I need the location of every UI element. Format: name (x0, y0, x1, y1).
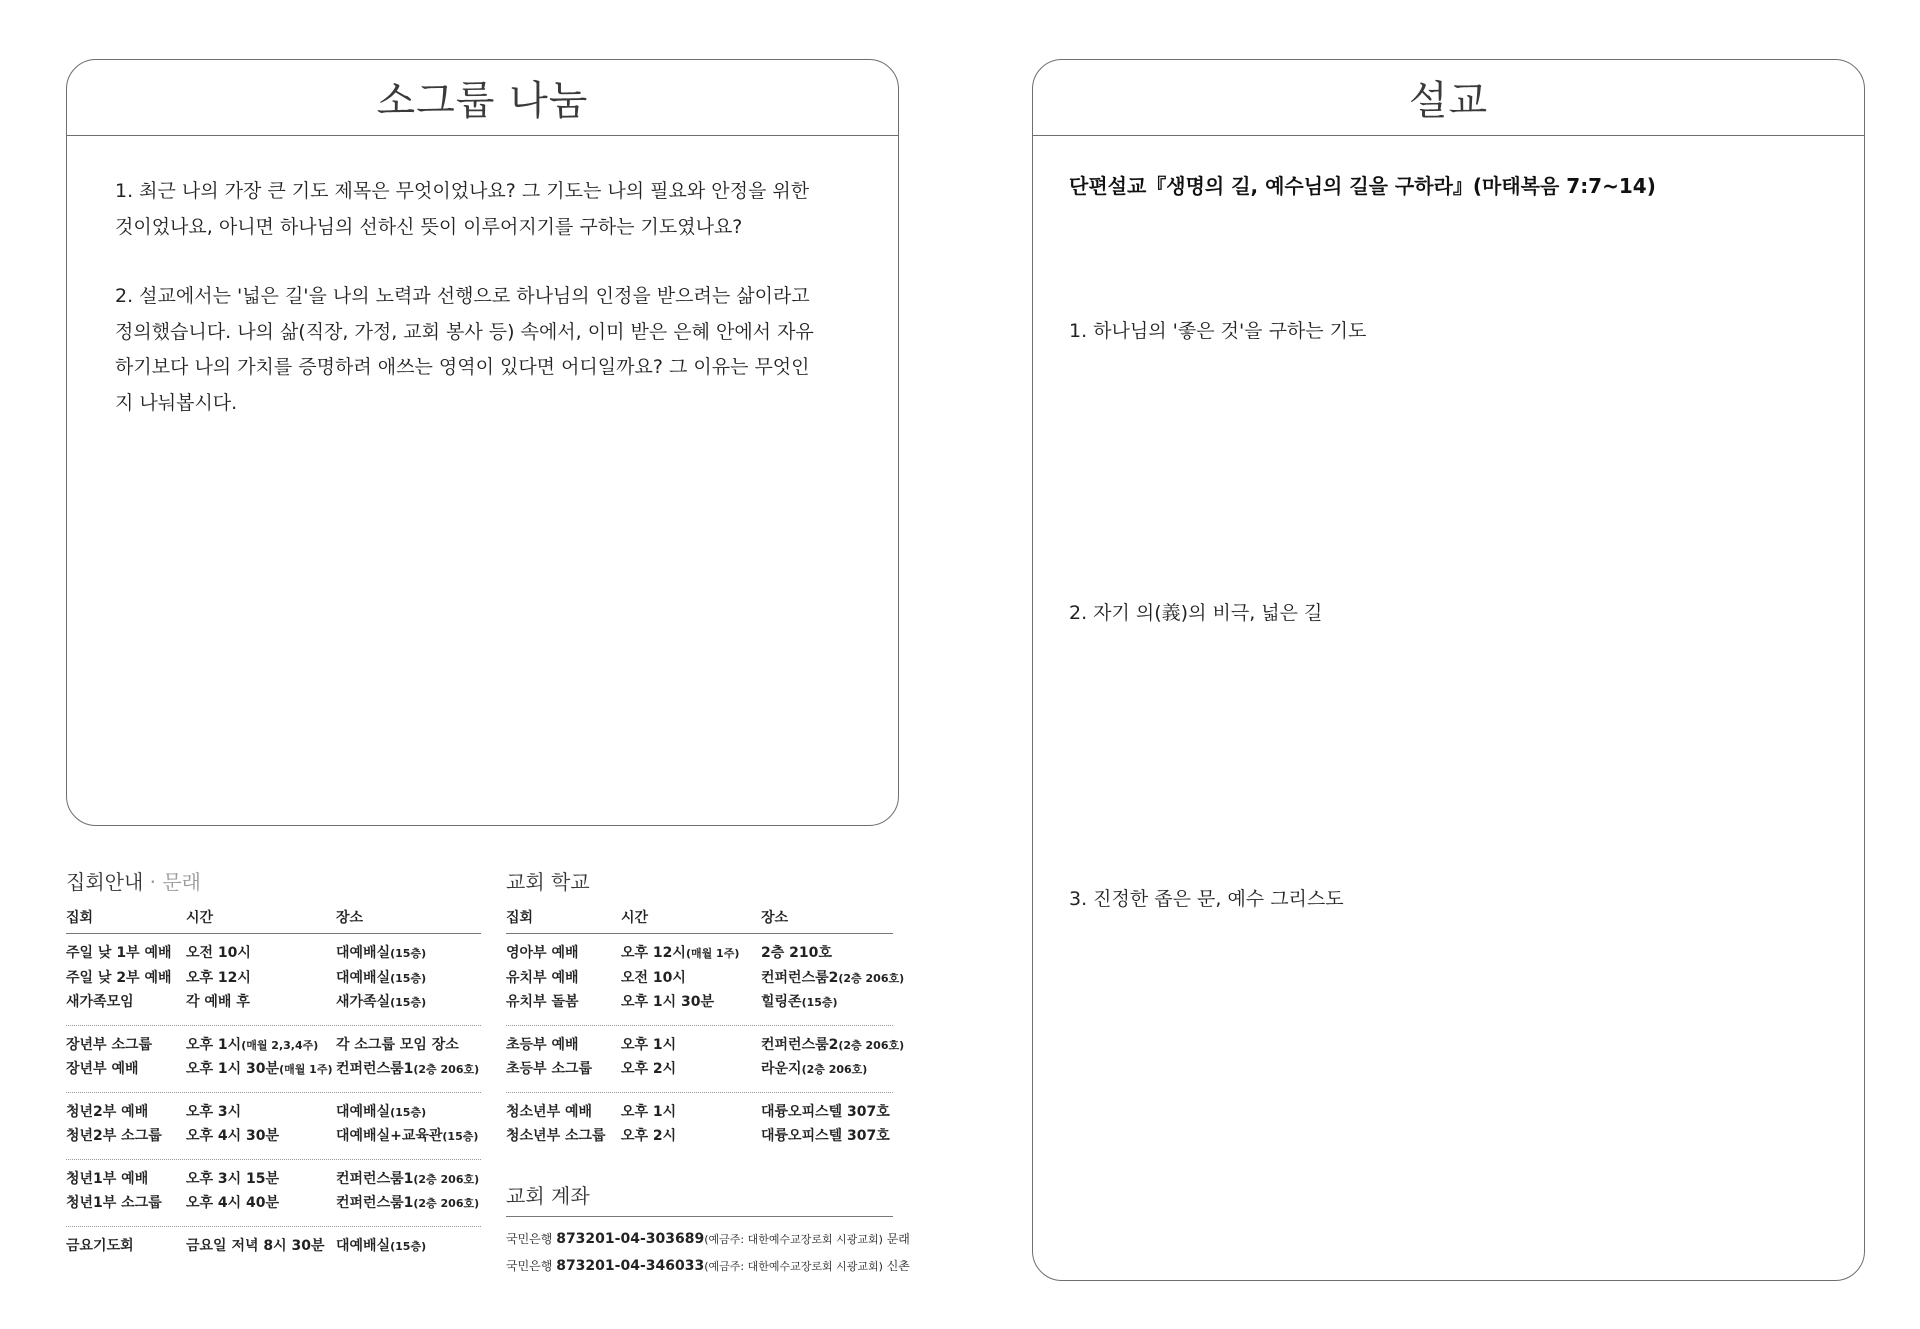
meetings-title-sub: 문래 (162, 870, 201, 894)
table-row (66, 1192, 481, 1217)
accounts-divider (506, 1216, 893, 1217)
place-value: 대륭오피스텔 307호 (761, 1103, 890, 1120)
place-value: 컨퍼런스룸2 (761, 969, 839, 986)
small-group-panel (66, 59, 899, 826)
name-header: 집회 (506, 910, 534, 926)
sermon-panel (1032, 59, 1865, 1281)
meeting-name: 청소년부 소그룹 (506, 1128, 606, 1144)
account-holder: (예금주: 대한예수교장로회 시광교회) (704, 1233, 883, 1246)
meeting-place (336, 1168, 479, 1188)
place-note: (15층) (390, 1105, 427, 1119)
meetings-table (66, 907, 481, 1268)
meeting-name: 새가족모임 (66, 994, 134, 1010)
meeting-name: 청년1부 예배 (66, 1170, 149, 1187)
sermon-point-3: 3. 진정한 좁은 문, 예수 그리스도 (1069, 888, 1344, 910)
meeting-time (186, 1192, 279, 1212)
meeting-name: 청소년부 예배 (506, 1103, 593, 1120)
place-value: 컨퍼런스룸1 (336, 1195, 414, 1211)
table-group (506, 1093, 893, 1159)
account-branch: 신촌 (886, 1259, 910, 1273)
time-value: 오후 3시 (186, 1103, 242, 1120)
meeting-place (336, 1235, 426, 1255)
place-value: 대예배실 (336, 969, 391, 986)
time-header: 시간 (186, 910, 214, 926)
meeting-time (186, 942, 251, 962)
time-value: 오후 3시 15분 (186, 1170, 280, 1187)
place-note: (15층) (390, 996, 427, 1009)
meeting-name: 주일 낮 2부 예배 (66, 969, 172, 986)
table-group (506, 1026, 905, 1093)
school-title: 교회 학교 (506, 870, 590, 894)
place-value: 새가족실 (336, 994, 391, 1010)
meetings-title-main: 집회안내 (66, 870, 144, 894)
time-value: 오후 12시 (621, 945, 686, 961)
meeting-time (186, 991, 250, 1011)
meeting-name: 청년1부 소그룹 (66, 1195, 162, 1211)
sermon-point-2: 2. 자기 의(義)의 비극, 넓은 길 (1069, 602, 1323, 624)
table-group (66, 1227, 481, 1269)
place-value: 컨퍼런스룸2 (761, 1036, 839, 1053)
meeting-place (336, 991, 426, 1011)
place-value: 컨퍼런스룸1 (336, 1170, 414, 1187)
meeting-time (621, 1125, 676, 1145)
table-group (66, 1093, 481, 1160)
meeting-time (621, 1058, 676, 1078)
meeting-place (336, 1125, 478, 1145)
meeting-name: 유치부 돌봄 (506, 994, 579, 1010)
table-group (66, 934, 481, 1026)
place-value: 대예배실 (336, 945, 391, 961)
meeting-place (761, 1101, 890, 1121)
table-row (506, 1058, 893, 1083)
sermon-title: 단편설교『생명의 길, 예수님의 길을 구하라』(마태복음 7:7~14) (1069, 174, 1656, 198)
time-value: 오후 4시 30분 (186, 1128, 280, 1144)
table-row (66, 991, 481, 1016)
meeting-name: 초등부 소그룹 (506, 1061, 593, 1077)
time-value: 오후 1시 (621, 1103, 677, 1120)
meeting-place (336, 967, 426, 987)
meetings-title (66, 866, 201, 895)
small-group-question-1: 1. 최근 나의 가장 큰 기도 제목은 무엇이었나요? 그 기도는 나의 필요와 안정을 위한 것이었나요, 아니면 하나님의 선하신 뜻이 이루어지기를 구하는 기도였나요? (115, 180, 810, 238)
account-item (506, 1230, 910, 1247)
place-value: 대예배실+교육관 (336, 1128, 443, 1144)
table-header (66, 907, 481, 934)
table-row (66, 1125, 481, 1150)
meeting-name: 청년2부 예배 (66, 1103, 149, 1120)
place-note: (15층) (801, 996, 838, 1009)
table-group (66, 1160, 481, 1227)
table-row (506, 1101, 893, 1126)
time-value: 오후 1시 (621, 1036, 677, 1053)
meetings-title-sep: · (149, 870, 156, 894)
meeting-name: 청년2부 소그룹 (66, 1128, 162, 1144)
place-value: 각 소그룹 모임 장소 (336, 1036, 459, 1053)
meeting-name: 주일 낮 1부 예배 (66, 945, 172, 961)
meeting-place (761, 1058, 867, 1078)
meeting-time (621, 942, 739, 962)
account-number: 873201-04-346033 (556, 1258, 705, 1274)
table-row (66, 942, 481, 967)
account-branch: 문래 (886, 1232, 910, 1246)
meeting-time (186, 1058, 333, 1078)
meeting-time (186, 1125, 279, 1145)
place-header: 장소 (761, 910, 789, 926)
place-note: (15층) (390, 947, 427, 960)
table-row (66, 1101, 481, 1126)
account-number: 873201-04-303689 (556, 1231, 705, 1247)
place-value: 컨퍼런스룸1 (336, 1061, 414, 1077)
meeting-time (621, 1034, 676, 1054)
place-value: 대예배실 (336, 1237, 391, 1254)
place-note: (15층) (390, 1239, 427, 1253)
time-value: 오후 1시 (186, 1036, 242, 1053)
place-note: (15층) (442, 1130, 479, 1143)
name-header: 집회 (66, 910, 94, 926)
table-header (506, 907, 893, 934)
time-value: 오전 10시 (621, 969, 686, 986)
table-row (506, 967, 905, 992)
table-group (506, 934, 905, 1026)
table-row (66, 1034, 481, 1059)
table-group (66, 1026, 481, 1093)
time-value: 오후 12시 (186, 969, 251, 986)
account-item (506, 1257, 910, 1274)
place-note: (2층 206호) (413, 1197, 480, 1210)
small-group-question-2: 2. 설교에서는 '넓은 길'을 나의 노력과 선행으로 하나님의 인정을 받으려는 삶이라고 정의했습니다. 나의 삶(직장, 가정, 교회 봉사 등) 속에서, 이미 받은 은혜 안에서 자유하기보다 나의 가치를 증명하려 애쓰는 영역이 있다면 어디일까요? 그 이유는 무엇인지 나눠봅시다. (115, 285, 814, 414)
time-value: 오후 2시 (621, 1128, 677, 1144)
time-value: 오후 4시 40분 (186, 1195, 280, 1211)
time-note: (매월 2,3,4주) (241, 1038, 319, 1052)
account-holder: (예금주: 대한예수교장로회 시광교회) (704, 1260, 883, 1273)
time-value: 오후 2시 (621, 1061, 677, 1077)
table-row (506, 1125, 893, 1150)
meeting-time (186, 967, 251, 987)
table-row (66, 967, 481, 992)
meeting-name: 장년부 예배 (66, 1061, 139, 1077)
place-value: 2층 210호 (761, 945, 832, 961)
meeting-place (336, 1034, 459, 1054)
meeting-place (336, 942, 426, 962)
meeting-place (761, 1034, 904, 1054)
meeting-time (186, 1168, 279, 1188)
meeting-time (621, 967, 686, 987)
table-row (506, 942, 893, 967)
meeting-place (761, 967, 904, 987)
time-value: 금요일 저녁 8시 30분 (186, 1237, 325, 1254)
table-row (66, 1235, 481, 1260)
meeting-place (336, 1058, 479, 1078)
meeting-time (621, 991, 714, 1011)
meeting-place (761, 991, 838, 1011)
table-row (66, 1168, 481, 1193)
time-value: 각 예배 후 (186, 994, 250, 1010)
time-value: 오전 10시 (186, 945, 251, 961)
meeting-name: 초등부 예배 (506, 1036, 579, 1053)
time-header: 시간 (621, 910, 649, 926)
meeting-place (336, 1192, 479, 1212)
sermon-point-1: 1. 하나님의 '좋은 것'을 구하는 기도 (1069, 320, 1367, 342)
place-value: 라운지 (761, 1061, 802, 1077)
meeting-name: 금요기도회 (66, 1237, 134, 1254)
time-value: 오후 1시 30분 (621, 994, 715, 1010)
time-note: (매월 1주) (685, 947, 740, 960)
place-note: (2층 206호) (413, 1063, 480, 1076)
place-value: 힐링존 (761, 994, 802, 1010)
meeting-name: 장년부 소그룹 (66, 1036, 153, 1053)
table-row (506, 991, 893, 1016)
small-group-title: 소그룹 나눔 (67, 60, 898, 136)
table-row (66, 1058, 481, 1083)
school-table (506, 907, 905, 1159)
time-note: (매월 1주) (279, 1063, 333, 1076)
meeting-place (336, 1101, 426, 1121)
meeting-time (621, 1101, 676, 1121)
meeting-place (761, 942, 832, 962)
meeting-place (761, 1125, 890, 1145)
place-value: 대륭오피스텔 307호 (761, 1128, 890, 1144)
sermon-panel-title: 설교 (1033, 60, 1864, 136)
bank-name: 국민은행 (506, 1232, 553, 1246)
time-value: 오후 1시 30분 (186, 1061, 280, 1077)
place-note: (2층 206호) (413, 1172, 480, 1186)
place-note: (15층) (390, 971, 427, 985)
meeting-name: 유치부 예배 (506, 969, 579, 986)
meeting-time (186, 1235, 325, 1255)
place-note: (2층 206호) (801, 1063, 868, 1076)
table-row (506, 1034, 905, 1059)
meeting-time (186, 1101, 241, 1121)
place-header: 장소 (336, 910, 364, 926)
meeting-name: 영아부 예배 (506, 945, 579, 961)
place-note: (2층 206호) (838, 971, 905, 985)
place-value: 대예배실 (336, 1103, 391, 1120)
place-note: (2층 206호) (838, 1038, 905, 1052)
accounts-title: 교회 계좌 (506, 1184, 590, 1208)
bank-name: 국민은행 (506, 1259, 553, 1273)
meeting-time (186, 1034, 318, 1054)
